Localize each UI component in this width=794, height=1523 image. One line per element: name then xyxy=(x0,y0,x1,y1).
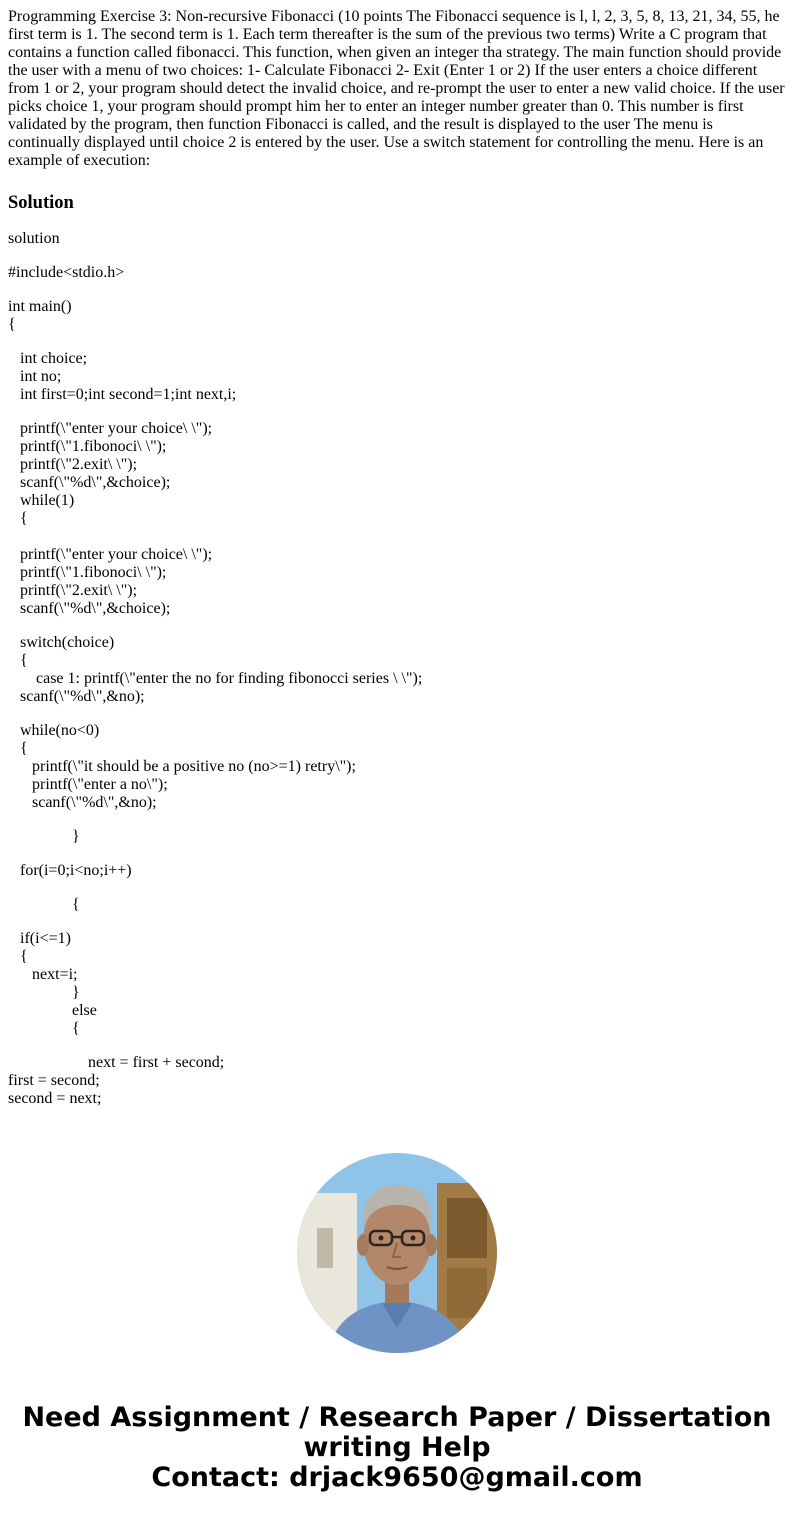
code-block xyxy=(8,634,786,706)
code-line: printf(\"2.exit\ \"); xyxy=(8,456,138,473)
code-line: { xyxy=(8,510,28,527)
code-line: { xyxy=(8,316,16,333)
code-line: printf(\"2.exit\ \"); xyxy=(8,582,138,599)
code-line: } xyxy=(8,828,80,845)
code-block xyxy=(8,828,786,846)
code-line: next=i; xyxy=(8,966,78,983)
code-line: else xyxy=(8,1002,97,1019)
code-block xyxy=(8,350,786,404)
code-line: scanf(\"%d\",&choice); xyxy=(8,600,171,617)
code-listing xyxy=(8,264,786,1108)
code-line: { xyxy=(8,896,80,913)
code-line: scanf(\"%d\",&no); xyxy=(8,688,145,705)
code-line: printf(\"1.fibonoci\ \"); xyxy=(8,438,167,455)
footer-ad xyxy=(0,1403,794,1493)
code-block xyxy=(8,1054,786,1108)
code-line: scanf(\"%d\",&choice); xyxy=(8,474,171,491)
code-line: { xyxy=(8,740,28,757)
code-block xyxy=(8,722,786,812)
code-line: int first=0;int second=1;int next,i; xyxy=(8,386,237,403)
footer-line-2: writing Help xyxy=(303,1432,491,1463)
code-line: { xyxy=(8,652,28,669)
code-line: second = next; xyxy=(8,1090,102,1107)
code-line: for(i=0;i<no;i++) xyxy=(8,862,132,879)
code-line: printf(\"1.fibonoci\ \"); xyxy=(8,564,167,581)
author-photo xyxy=(297,1153,497,1353)
code-line: int no; xyxy=(8,368,62,385)
code-block xyxy=(8,896,786,914)
code-line: if(i<=1) xyxy=(8,930,71,947)
code-line: scanf(\"%d\",&no); xyxy=(8,794,157,811)
code-line: int main() xyxy=(8,298,72,315)
code-block xyxy=(8,546,786,618)
author-photo-illustration xyxy=(297,1153,497,1353)
code-line: { xyxy=(8,948,28,965)
code-line: printf(\"it should be a positive no (no>=1) retry\"); xyxy=(8,758,356,775)
code-line: while(no<0) xyxy=(8,722,100,739)
code-line: printf(\"enter a no\"); xyxy=(8,776,168,793)
solution-label: solution xyxy=(8,230,60,247)
code-line: while(1) xyxy=(8,492,75,509)
code-block xyxy=(8,930,786,1038)
code-line: printf(\"enter your choice\ \"); xyxy=(8,420,213,437)
solution-heading: Solution xyxy=(8,193,74,213)
code-line: printf(\"enter your choice\ \"); xyxy=(8,546,213,563)
footer-contact: Contact: drjack9650@gmail.com xyxy=(151,1462,643,1493)
question-text: Programming Exercise 3: Non-recursive Fibonacci (10 points The Fibonacci sequence is l, l, 2, 3, 5, 8, 13, 21, 34, 55, he first term is 1. The second term is 1. Each term thereafter is the sum of the previous two terms) Write a C program that contains a function called fibonacci. This function, when given an integer tha strategy. The main function should provide the user with a menu of two choices: 1- Calculate Fibonacci 2- Exit (Enter 1 or 2) If the user enters a choice different from 1 or 2, your program should detect the invalid choice, and re-prompt the user to enter a new valid choice. If the user picks choice 1, your program should prompt him her to enter an integer number greater than 0. This number is first validated by the program, then function Fibonacci is called, and the result is displayed to the user The menu is continually displayed until choice 2 is entered by the user. Use a switch statement for controlling the menu. Here is an example of execution: xyxy=(8,8,785,169)
code-line: next = first + second; xyxy=(8,1054,225,1071)
code-line: } xyxy=(8,984,80,1001)
code-line: { xyxy=(8,1020,80,1037)
code-line: case 1: printf(\"enter the no for finding fibonocci series \ \"); xyxy=(8,670,423,687)
code-line: first = second; xyxy=(8,1072,100,1089)
code-line: #include<stdio.h> xyxy=(8,264,125,281)
code-block xyxy=(8,420,786,528)
code-block xyxy=(8,862,786,880)
code-line: switch(choice) xyxy=(8,634,115,651)
code-line: int choice; xyxy=(8,350,88,367)
code-block xyxy=(8,298,786,334)
footer-line-1: Need Assignment / Research Paper / Dissertation xyxy=(22,1402,772,1433)
